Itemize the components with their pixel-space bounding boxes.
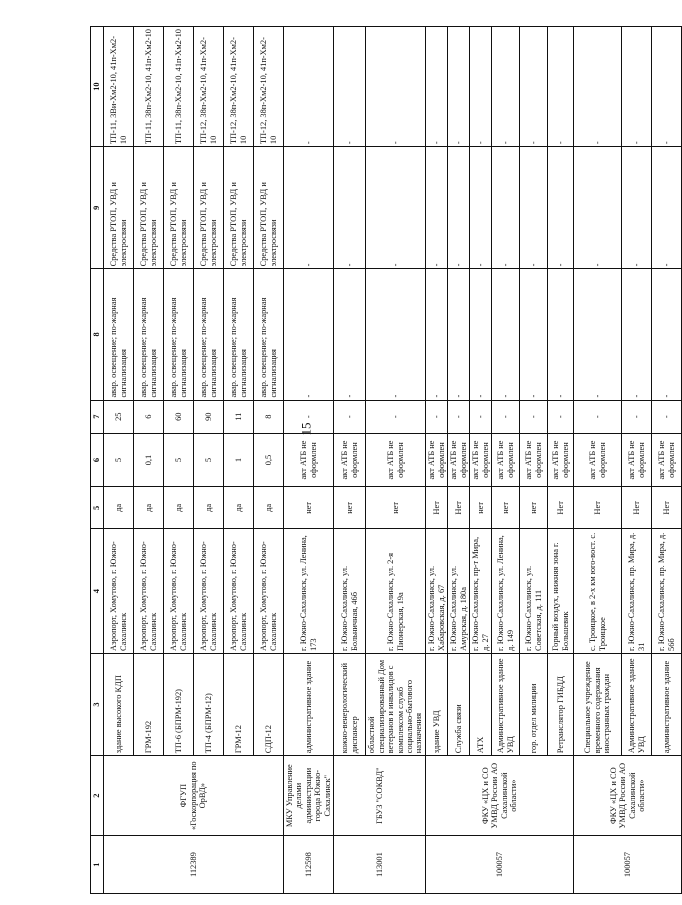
object-name-cell: гор. отдел милиции (520, 653, 548, 755)
col6-cell: 5 (104, 433, 134, 486)
col5-cell: да (254, 487, 284, 529)
object-name-cell: административное здание (284, 653, 334, 755)
address-cell: Аэропорт, Хомутово, г. Южно-Сахалинск (254, 529, 284, 653)
col9-cell: Средства РТОП, УВД и электросвязи (194, 147, 224, 269)
col6-cell: акт АТБ не оформлен (548, 433, 574, 486)
col6-cell: 0,5 (254, 433, 284, 486)
col10-cell: ТП-11, 3Ви-Хм2-10, 41п-Хм2-10 (104, 27, 134, 147)
object-name-cell: административное здание (652, 653, 682, 755)
object-name-cell: Служба связи (448, 653, 470, 755)
col5-cell: Нет (574, 487, 622, 529)
address-cell: г. Южно-Сахалинск, пр. Мира, д. 31 (622, 529, 652, 653)
col5-cell: Нет (426, 487, 448, 529)
col9-cell: - (470, 147, 492, 269)
address-cell: г. Южно-Сахалинск, ул. Больничная, 46б (334, 529, 366, 653)
col6-cell: акт АТБ не оформлен (284, 433, 334, 486)
column-header: 6 (91, 433, 104, 486)
column-header: 10 (91, 27, 104, 147)
org-id-cell: 100057 (574, 836, 682, 894)
col9-cell: - (520, 147, 548, 269)
address-cell: Аэропорт, Хомутово, г. Южно-Сахалинск (194, 529, 224, 653)
address-cell: г. Южно-Сахалинск, ул. Ленина, д. 149 (492, 529, 520, 653)
col8-cell: - (492, 269, 520, 400)
object-name-cell: кожно-венерологический диспансер (334, 653, 366, 755)
table-row (284, 27, 334, 894)
col7-cell: - (470, 400, 492, 433)
org-name-cell: ФКУ «ЦХ и СО УМВД России АО Сахалинской области» (574, 756, 682, 836)
column-header: 4 (91, 529, 104, 653)
address-cell: Аэропорт, Хомутово, г. Южно-Сахалинск (134, 529, 164, 653)
column-header: 2 (91, 756, 104, 836)
header-row (91, 27, 104, 894)
column-header: 5 (91, 487, 104, 529)
col9-cell: - (334, 147, 366, 269)
col6-cell: 5 (164, 433, 194, 486)
address-cell: г. Южно-Сахалинск, пр. Мира, д. 56б (652, 529, 682, 653)
col8-cell: - (366, 269, 426, 400)
col7-cell: - (284, 400, 334, 433)
col7-cell: - (548, 400, 574, 433)
table-row (104, 27, 134, 894)
col7-cell: 8 (254, 400, 284, 433)
col6-cell: 5 (194, 433, 224, 486)
col10-cell: ТП-12, 38п-Хм2-10, 41п-Хм2-10 (224, 27, 254, 147)
col9-cell: - (448, 147, 470, 269)
object-name-cell: Административное здание УВД (622, 653, 652, 755)
col5-cell: да (224, 487, 254, 529)
col10-cell: - (470, 27, 492, 147)
col8-cell: - (622, 269, 652, 400)
org-name-cell: МКУ Управление делами администрации города Южно-Сахалинск" (284, 756, 334, 836)
column-header: 8 (91, 269, 104, 400)
col9-cell: - (284, 147, 334, 269)
col7-cell: - (492, 400, 520, 433)
address-cell: Аэропорт, Хомутово, г. Южно-Сахалинск (224, 529, 254, 653)
col10-cell: - (548, 27, 574, 147)
address-cell: г. Южно-Сахалинск, ул. Советская, д. 111 (520, 529, 548, 653)
col7-cell: - (334, 400, 366, 433)
col8-cell: - (284, 269, 334, 400)
col5-cell: Нет (548, 487, 574, 529)
col7-cell: - (448, 400, 470, 433)
col6-cell: 1 (224, 433, 254, 486)
col6-cell: акт АТБ не оформлен (574, 433, 622, 486)
col7-cell: - (520, 400, 548, 433)
col7-cell: - (426, 400, 448, 433)
col10-cell: ТП-12, 38п-Хм2-10, 41п-Хм2-10 (254, 27, 284, 147)
object-name-cell: Административное здание УВД (492, 653, 520, 755)
col9-cell: - (366, 147, 426, 269)
col5-cell: нет (334, 487, 366, 529)
col9-cell: Средства РТОП, УВД и электросвязи (164, 147, 194, 269)
col8-cell: - (470, 269, 492, 400)
col5-cell: нет (520, 487, 548, 529)
column-header: 7 (91, 400, 104, 433)
object-name-cell: СДП-12 (254, 653, 284, 755)
col7-cell: - (622, 400, 652, 433)
address-cell: Аэропорт, Хомутово, г. Южно-Сахалинск (164, 529, 194, 653)
table-row (334, 27, 366, 894)
object-name-cell: здание высокого КДП (104, 653, 134, 755)
col8-cell: авар. освещение; по-жарная сигнализация (164, 269, 194, 400)
col8-cell: - (334, 269, 366, 400)
org-name-cell: ГБУЗ "СОКВД" (334, 756, 426, 836)
col9-cell: - (652, 147, 682, 269)
col7-cell: 6 (134, 400, 164, 433)
col8-cell: авар. освещение; по-жарная сигнализация (104, 269, 134, 400)
col6-cell: акт АТБ не оформлен (492, 433, 520, 486)
col9-cell: Средства РТОП, УВД и электросвязи (224, 147, 254, 269)
facilities-table (90, 26, 682, 894)
address-cell: с. Троицкое, в 2-х км юго-вост. с. Троицкое (574, 529, 622, 653)
col6-cell: акт АТБ не оформлен (652, 433, 682, 486)
object-name-cell: ГРМ-12 (224, 653, 254, 755)
col7-cell: 11 (224, 400, 254, 433)
col5-cell: Нет (622, 487, 652, 529)
object-name-cell: здание УВД (426, 653, 448, 755)
col8-cell: авар. освещение; по-жарная сигнализация (194, 269, 224, 400)
object-name-cell: ГРМ-192 (134, 653, 164, 755)
col10-cell: - (652, 27, 682, 147)
col8-cell: - (520, 269, 548, 400)
col6-cell: акт АТБ не оформлен (470, 433, 492, 486)
address-cell: г. Южно-Сахалинск, ул. 2-я Пионерская, 19а (366, 529, 426, 653)
col7-cell: 60 (164, 400, 194, 433)
page-number: 15 (298, 422, 314, 436)
col6-cell: акт АТБ не оформлен (426, 433, 448, 486)
col8-cell: - (426, 269, 448, 400)
object-name-cell: ТП-4 (БПРМ-12) (194, 653, 224, 755)
column-header: 9 (91, 147, 104, 269)
col10-cell: - (574, 27, 622, 147)
address-cell: г. Южно-Сахалинск, пр-т Мира, д. 27 (470, 529, 492, 653)
table-row (426, 27, 448, 894)
col5-cell: да (104, 487, 134, 529)
org-id-cell: 100057 (426, 836, 574, 894)
col10-cell: - (366, 27, 426, 147)
col8-cell: - (574, 269, 622, 400)
address-cell: г. Южно-Сахалинск, ул. Амурская, д. 180а (448, 529, 470, 653)
address-cell: г. Южно-Сахалинск, ул. Хабаровская, д. 67 (426, 529, 448, 653)
col10-cell: - (492, 27, 520, 147)
address-cell: Горный воздух, нижняя зона г. Большевик (548, 529, 574, 653)
col5-cell: нет (492, 487, 520, 529)
col10-cell: - (284, 27, 334, 147)
org-name-cell: ФКУ «ЦХ и СО УМВД России АО Сахалинской области» (426, 756, 574, 836)
col5-cell: нет (366, 487, 426, 529)
col8-cell: авар. освещение; по-жарная сигнализация (224, 269, 254, 400)
table-area (90, 26, 676, 894)
address-cell: Аэропорт, Хомутово, г. Южно-Сахалинск (104, 529, 134, 653)
col10-cell: - (334, 27, 366, 147)
col8-cell: авар. освещение; по-жарная сигнализация (134, 269, 164, 400)
col9-cell: - (426, 147, 448, 269)
col10-cell: ТП-12, 38п-Хм2-10, 41п-Хм2-10 (194, 27, 224, 147)
col6-cell: акт АТБ не оформлен (520, 433, 548, 486)
col10-cell: ТП-11, 38п-Хм2-10, 41п-Хм2-10 (134, 27, 164, 147)
object-name-cell: областной специализированный Дом ветеранов и инвалидов с комплексом служб социально-бытового назначения (366, 653, 426, 755)
object-name-cell: ТП-6 (БПРМ-192) (164, 653, 194, 755)
col7-cell: 25 (104, 400, 134, 433)
object-name-cell: Специальное учреждение временного содержания иностранных граждан (574, 653, 622, 755)
col5-cell: нет (284, 487, 334, 529)
object-name-cell: АТХ (470, 653, 492, 755)
col5-cell: да (164, 487, 194, 529)
col8-cell: - (448, 269, 470, 400)
col5-cell: нет (470, 487, 492, 529)
col6-cell: акт АТБ не оформлен (448, 433, 470, 486)
col7-cell: - (652, 400, 682, 433)
col9-cell: Средства РТОП, УВД и электросвязи (254, 147, 284, 269)
col8-cell: - (652, 269, 682, 400)
org-id-cell: 112389 (104, 836, 284, 894)
org-name-cell: ФГУП «Госкорпорация по ОрВД» (104, 756, 284, 836)
col9-cell: - (622, 147, 652, 269)
col7-cell: - (366, 400, 426, 433)
col5-cell: да (134, 487, 164, 529)
col9-cell: Средства РТОП, УВД и электросвязи (104, 147, 134, 269)
col5-cell: Нет (652, 487, 682, 529)
col7-cell: - (574, 400, 622, 433)
col6-cell: акт АТБ не оформлен (334, 433, 366, 486)
col6-cell: акт АТБ не оформлен (366, 433, 426, 486)
col10-cell: ТП-11, 38п-Хм2-10, 41п-Хм2-10 (164, 27, 194, 147)
col5-cell: да (194, 487, 224, 529)
org-id-cell: 112598 (284, 836, 334, 894)
column-header: 3 (91, 653, 104, 755)
col9-cell: - (492, 147, 520, 269)
col8-cell: авар. освещение; по-жарная сигнализация (254, 269, 284, 400)
col6-cell: акт АТБ не оформлен (622, 433, 652, 486)
col9-cell: - (548, 147, 574, 269)
col8-cell: - (548, 269, 574, 400)
address-cell: г. Южно-Сахалинск, ул. Ленина, 173 (284, 529, 334, 653)
col9-cell: - (574, 147, 622, 269)
col5-cell: Нет (448, 487, 470, 529)
col10-cell: - (448, 27, 470, 147)
org-id-cell: 113001 (334, 836, 426, 894)
rotated-table-container (90, 26, 676, 894)
col10-cell: - (426, 27, 448, 147)
table-body (104, 27, 682, 894)
col9-cell: Средства РТОП, УВД и электросвязи (134, 147, 164, 269)
col10-cell: - (520, 27, 548, 147)
object-name-cell: Ретранслятор ГИБДД (548, 653, 574, 755)
col7-cell: 90 (194, 400, 224, 433)
table-row (574, 27, 622, 894)
col6-cell: 0,1 (134, 433, 164, 486)
col10-cell: - (622, 27, 652, 147)
column-header: 1 (91, 836, 104, 894)
